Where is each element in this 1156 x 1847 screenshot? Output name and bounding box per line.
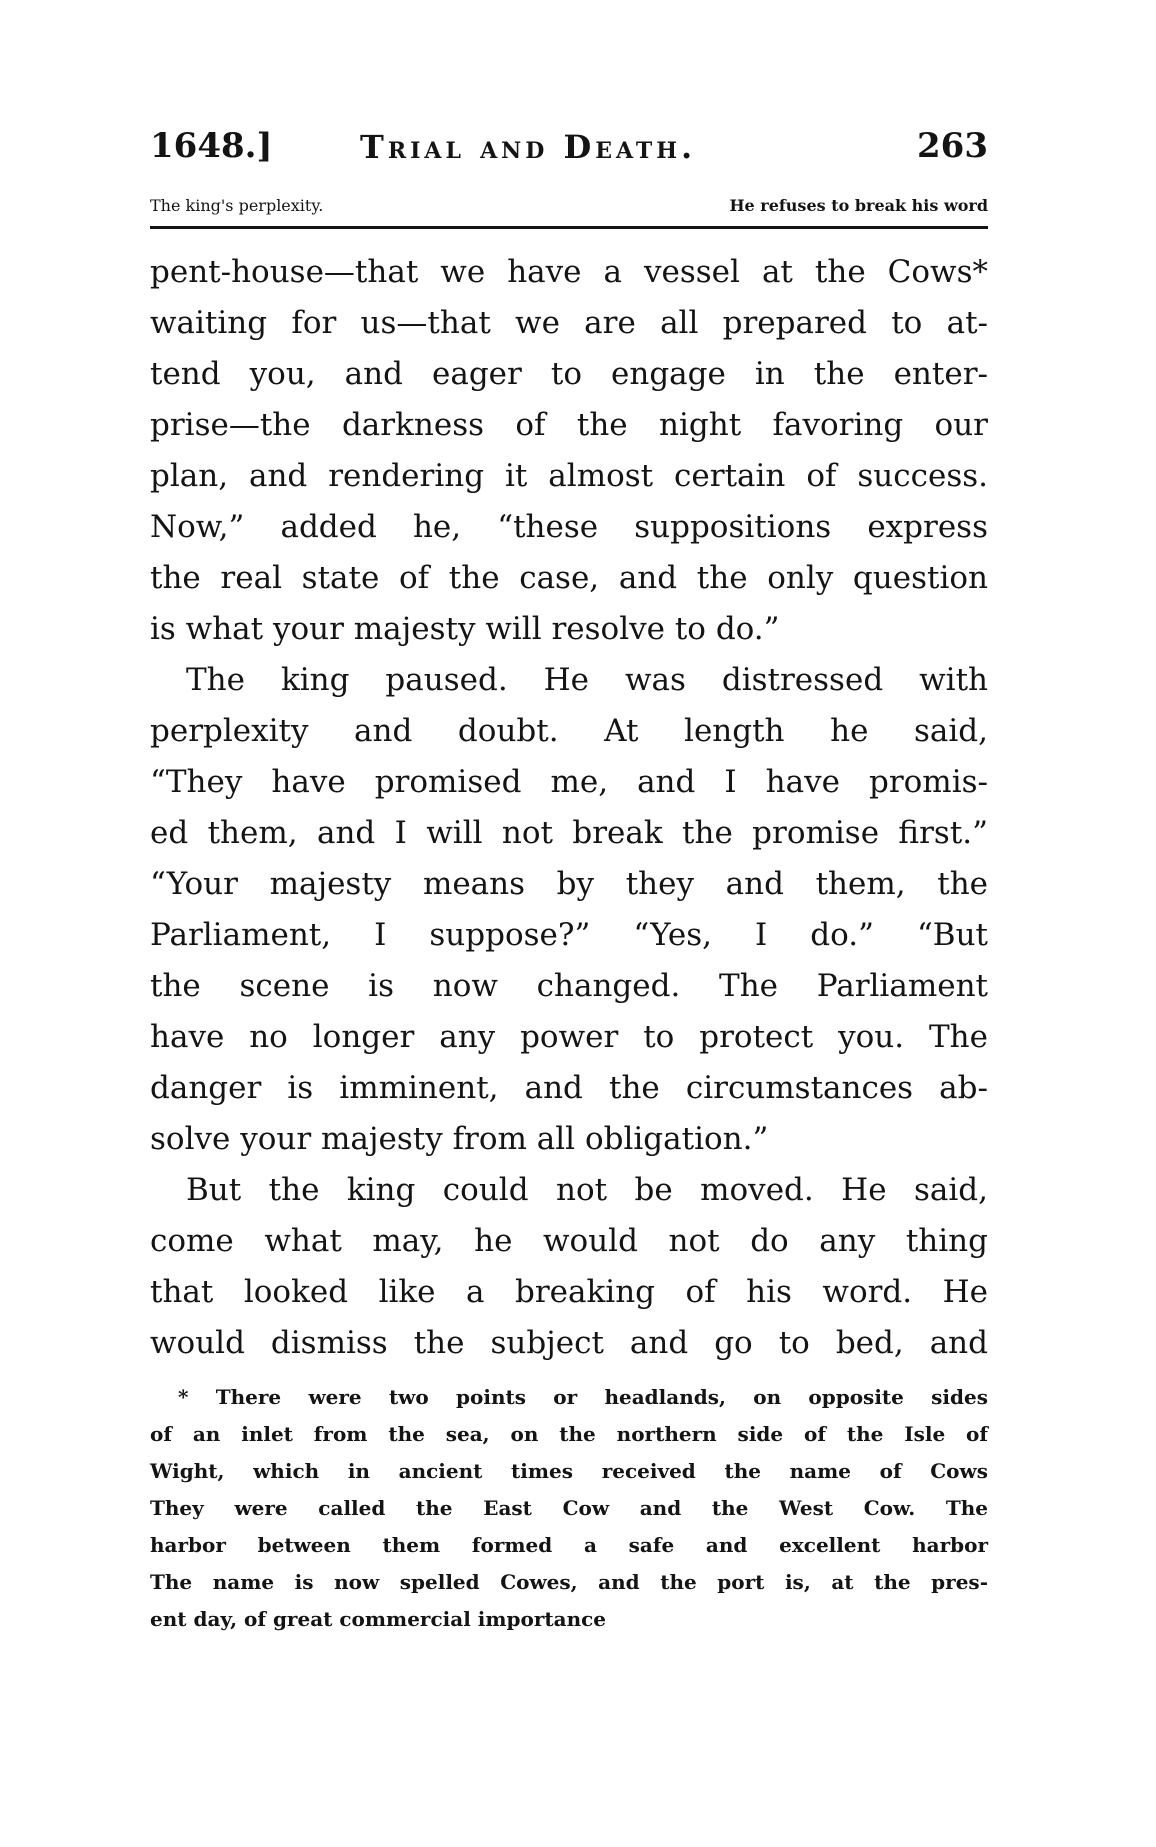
footnote-line: They were called the East Cow and the West Cow. The <box>150 1496 988 1520</box>
body-line: is what your majesty will resolve to do.” <box>150 611 780 647</box>
body-line: solve your majesty from all obligation.” <box>150 1121 769 1157</box>
body-text <box>150 247 988 1369</box>
body-line: But the king could not be moved. He said, <box>186 1172 988 1208</box>
body-line: pent-house—that we have a vessel at the Cows* <box>150 254 988 290</box>
subhead-right: He refuses to break his word <box>729 196 988 215</box>
footnote-line: * There were two points or headlands, on opposite sides <box>178 1385 988 1409</box>
footnote-line: The name is now spelled Cowes, and the port is, at the pres- <box>150 1570 988 1594</box>
body-line: that looked like a breaking of his word. He <box>150 1274 988 1310</box>
body-line: tend you, and eager to engage in the enter- <box>150 356 988 392</box>
body-line: ed them, and I will not break the promise first.” <box>150 815 988 851</box>
running-head-title: Trial and Death. <box>360 128 697 166</box>
running-head-year: 1648.] <box>150 126 273 166</box>
footnote-line: ent day, of great commercial importance <box>150 1607 607 1631</box>
footnote-line: of an inlet from the sea, on the northern side of the Isle of <box>150 1422 988 1446</box>
body-line: waiting for us—that we are all prepared to at- <box>150 305 988 341</box>
body-line: the real state of the case, and the only question <box>150 560 988 596</box>
footnote <box>150 1379 988 1638</box>
body-line: Parliament, I suppose?” “Yes, I do.” “But <box>150 917 988 953</box>
footnote-line: Wight, which in ancient times received the name of Cows <box>150 1459 988 1483</box>
body-line: plan, and rendering it almost certain of success. <box>150 458 988 494</box>
body-line: perplexity and doubt. At length he said, <box>150 713 988 749</box>
body-line: come what may, he would not do any thing <box>150 1223 988 1259</box>
footnote-line: harbor between them formed a safe and excellent harbor <box>150 1533 988 1557</box>
page-number: 263 <box>917 126 988 166</box>
body-line: have no longer any power to protect you. The <box>150 1019 988 1055</box>
body-line: “They have promised me, and I have promis- <box>150 764 988 800</box>
body-line: Now,” added he, “these suppositions express <box>150 509 988 545</box>
running-head <box>150 126 988 186</box>
book-page <box>150 126 988 1638</box>
body-line: “Your majesty means by they and them, the <box>150 866 988 902</box>
body-line: would dismiss the subject and go to bed, and <box>150 1325 988 1361</box>
body-line: The king paused. He was distressed with <box>186 662 988 698</box>
subheads <box>150 196 988 229</box>
body-line: danger is imminent, and the circumstances ab- <box>150 1070 988 1106</box>
body-line: the scene is now changed. The Parliament <box>150 968 988 1004</box>
body-line: prise—the darkness of the night favoring our <box>150 407 988 443</box>
subhead-left: The king's perplexity. <box>150 196 324 215</box>
